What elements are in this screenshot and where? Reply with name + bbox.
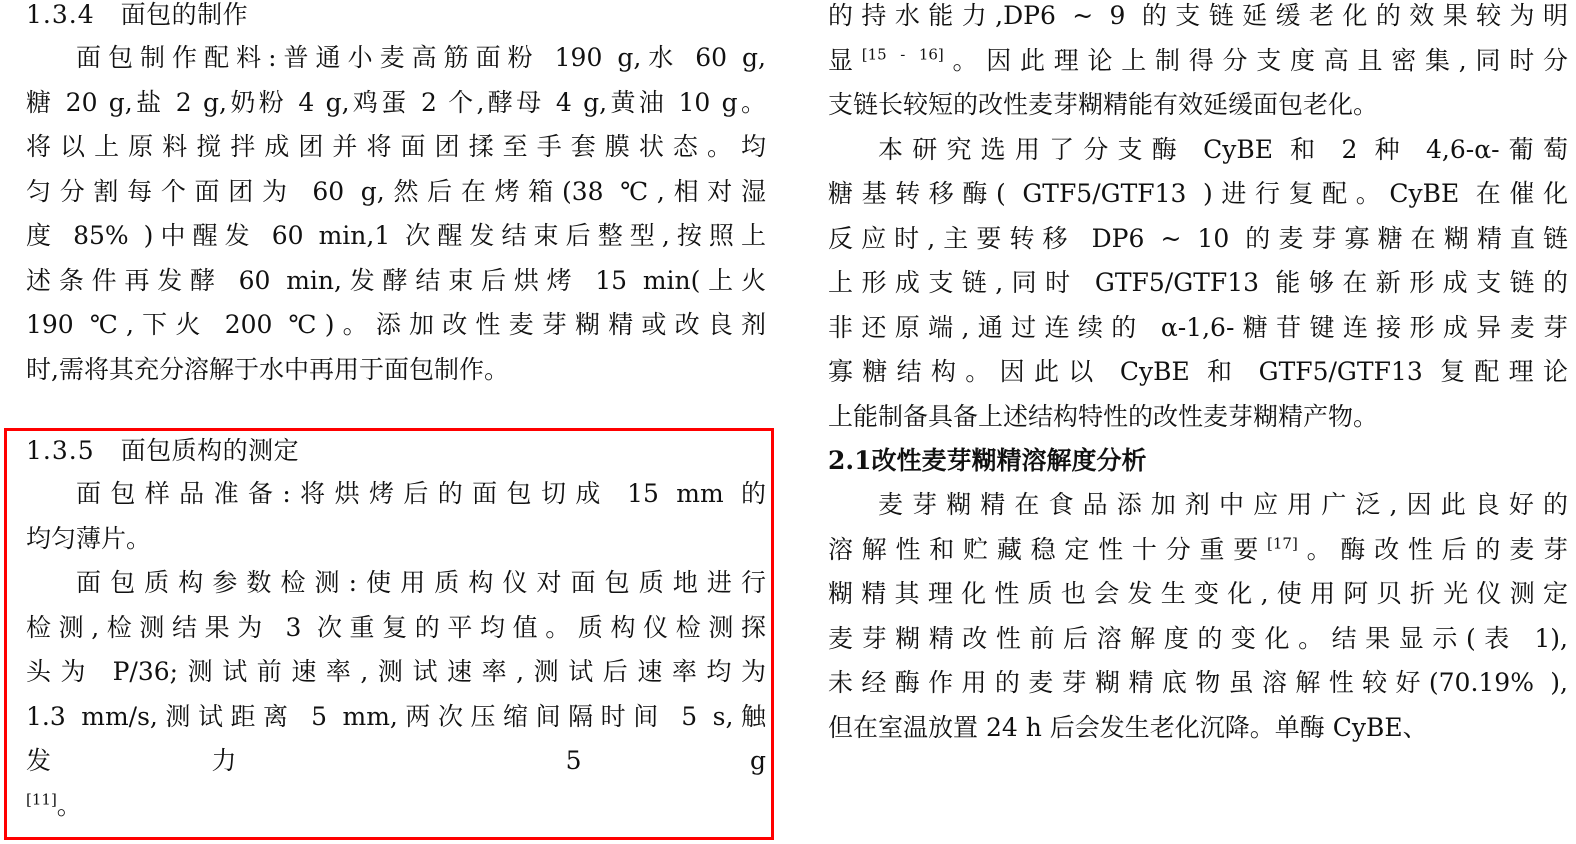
section-1-3-5-number: 1.3.5 [26, 436, 95, 465]
solubility-citation-line: 溶解性和贮藏稳定性十分重要[17]。酶改性后的麦芽 [828, 534, 1568, 564]
section-2-1-heading [828, 439, 1568, 483]
section-1-3-4-paragraph: 面包制作配料:普通小麦高筋面粉 190 g,水 60 g, 糖 20 g,盐 2 g,奶粉 4 g,鸡蛋 2 个,酵母 4 g,黄油 10 g。 将以上原料搅拌成团并将面团揉至手套膜状态。均 匀分割每个面团为 60 g,然后在烤箱(38 ℃,相对湿 度 85% )中醒发 60 min,1 次醒发结束后整型,按照上 述条件再发酵 60 min,发酵结束后烘烤 15 min(上火 190 ℃,下火 200 ℃)。添加改性麦芽糊精或改良剂 时,需将其充分溶解于水中再用于面包制作。 [26, 43, 766, 384]
left-column [8, 0, 766, 844]
citation-ref-11: [11] [26, 790, 57, 809]
citation-ref-15-16: [15 - 16] [861, 45, 944, 64]
paragraph-solubility-analysis: 麦芽糊精在食品添加剂中应用广泛,因此良好的 溶解性和贮藏稳定性十分重要[17]。酶改性后的麦芽 糊精其理化性质也会发生变化,使用阿贝折光仪测定 麦芽糊精改性前后溶解度的变化。结果显示(表 1), 未经酶作用的麦芽糊精底物虽溶解性较好(70.19% ), 但在室温放置 24 h 后会发生老化沉降。单酶 CyBE、 [828, 490, 1568, 742]
right-column-body [828, 0, 1568, 750]
section-2-1-number: 2.1 [828, 446, 872, 475]
section-1-3-5-paragraph-2: 面包质构参数检测:使用质构仪对面包质地进行 检测,检测结果为 3 次重复的平均值。质构仪检测探 头为 P/36;测试前速率,测试速率,测试后速率均为 1.3 mm/s,测试距离 5 mm,两次压缩间隔时间 5 s,触 发力 5 g [11]。 [26, 561, 766, 828]
section-2-1-title: 改性麦芽糊精溶解度分析 [871, 446, 1147, 475]
citation-ref-17: [17] [1267, 534, 1298, 553]
section-1-3-5-title: 面包质构的测定 [120, 436, 300, 465]
right-column [828, 0, 1576, 844]
continuation-citation-line: 显[15 - 16]。因此理论上制得分支度高且密集,同时分 [828, 45, 1569, 75]
section-1-3-4-heading [26, 0, 766, 36]
continuation-paragraph: 的持水能力,DP6 ~ 9 的支链延缓老化的效果较为明 显[15 - 16]。因此理论上制得分支度高且密集,同时分 支链长较短的改性麦芽糊精能有效延缓面包老化。 [828, 1, 1569, 119]
section-1-3-4-number: 1.3.4 [26, 0, 95, 29]
section-1-3-4-title: 面包的制作 [120, 0, 249, 29]
section-1-3-5-paragraph-2-tail-line: [11]。 [26, 790, 82, 820]
section-1-3-5-heading [26, 430, 766, 472]
section-1-3-4 [26, 0, 766, 392]
paragraph-enzyme-design: 本研究选用了分支酶 CyBE 和 2 种 4,6-α-葡萄 糖基转移酶( GTF5/GTF13 )进行复配。CyBE 在催化 反应时,主要转移 DP6 ~ 10 的麦芽寡糖在糊精直链 上形成支链,同时 GTF5/GTF13 能够在新形成支链的 非还原端,通过连续的 α-1,6-糖苷键连接形成异麦芽 寡糖结构。因此以 CyBE 和 GTF5/GTF13 复配理论 上能制备具备上述结构特性的改性麦芽糊精产物。 [828, 134, 1568, 431]
section-1-3-5-paragraph-1: 面包样品准备:将烘烤后的面包切成 15 mm 的 均匀薄片。 [26, 479, 766, 553]
section-1-3-5 [26, 430, 766, 828]
